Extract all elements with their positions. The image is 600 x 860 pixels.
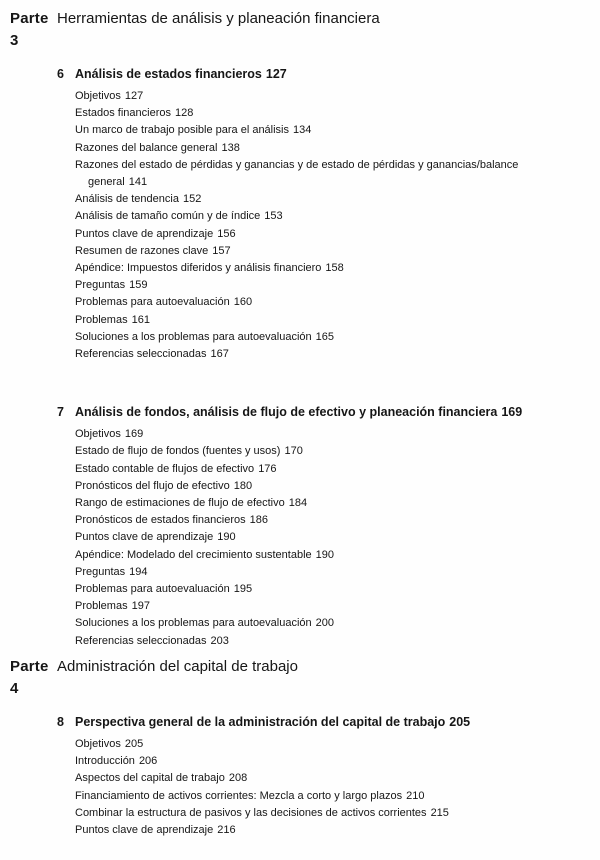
toc-item (75, 461, 580, 478)
chapter-page-number: 127 (265, 67, 287, 81)
toc-item-page: 206 (138, 755, 158, 768)
chapter-title (75, 713, 470, 731)
toc-item (75, 243, 580, 260)
toc-item-text: Estado de flujo de fondos (fuentes y usos) (75, 445, 281, 458)
toc-item-text: Preguntas (75, 565, 126, 578)
toc-item-text: Resumen de razones clave (75, 244, 209, 257)
toc-item-text: Apéndice: Impuestos diferidos y análisis financiero (75, 262, 322, 275)
toc-item-page: 197 (131, 600, 150, 613)
part-label: Parte 3 (10, 10, 49, 49)
toc-item-page: 141 (128, 176, 148, 189)
toc-item (75, 753, 580, 770)
chapter-title-text: Análisis de estados financieros (75, 67, 262, 81)
chapter-number: 8 (57, 714, 64, 729)
table-of-contents (10, 8, 592, 839)
chapter-title-text: Análisis de fondos, análisis de flujo de efectivo y planeación financiera (75, 405, 498, 420)
toc-item (75, 260, 580, 277)
toc-item-text: Problemas para autoevaluación (75, 583, 230, 596)
toc-item-page: 134 (293, 124, 312, 137)
toc-item (75, 564, 580, 581)
chapter-heading (57, 403, 592, 421)
toc-item-page: 160 (233, 296, 253, 309)
chapter-page-number: 205 (449, 714, 471, 729)
toc-item (75, 512, 580, 529)
toc-item (75, 529, 580, 546)
toc-item-page: 161 (131, 313, 150, 326)
toc-chapter (57, 713, 592, 839)
toc-item-page: 190 (217, 531, 236, 544)
part-title: Herramientas de análisis y planeación financiera (57, 10, 380, 27)
toc-item-text: Preguntas (75, 279, 126, 292)
toc-item-text: Objetivos (75, 737, 121, 750)
toc-item-page: 186 (249, 514, 268, 527)
toc-item-page: 180 (233, 479, 253, 492)
toc-item (75, 88, 580, 105)
chapter-number: 6 (57, 67, 64, 81)
toc-item-text: Pronósticos de estados financieros (75, 514, 246, 527)
toc-chapter (57, 403, 592, 650)
toc-item (75, 191, 580, 208)
toc-item-page: 165 (315, 330, 335, 343)
toc-item (75, 633, 580, 650)
toc-item-page: 158 (325, 262, 344, 275)
toc-item (75, 615, 580, 632)
toc-item-text: Referencias seleccionadas (75, 634, 207, 647)
toc-item-text: Razones del estado de pérdidas y ganancias y de estado de pérdidas y ganancias/balance general (75, 158, 519, 189)
toc-item (75, 822, 580, 839)
toc-part (10, 8, 592, 650)
toc-item (75, 226, 580, 243)
chapter-number: 7 (57, 405, 64, 420)
toc-item (75, 346, 580, 363)
toc-item (75, 208, 580, 225)
toc-item (75, 736, 580, 753)
toc-item-text: Un marco de trabajo posible para el análisis (75, 124, 290, 137)
toc-item-page: 138 (221, 141, 240, 154)
toc-item-text: Razones del balance general (75, 141, 218, 154)
toc-item (75, 329, 580, 346)
toc-item (75, 443, 580, 460)
toc-item-text: Estados financieros (75, 107, 171, 120)
toc-item-text: Introducción (75, 755, 135, 768)
part-heading (10, 656, 592, 700)
toc-item-text: Combinar la estructura de pasivos y las decisiones de activos corrientes (75, 806, 427, 819)
toc-item-text: Apéndice: Modelado del crecimiento sustentable (75, 548, 312, 561)
toc-item-page: 205 (124, 737, 144, 750)
toc-item (75, 547, 580, 564)
toc-item-text: Objetivos (75, 428, 121, 441)
toc-item-text: Análisis de tamaño común y de índice (75, 210, 261, 223)
chapter-heading (57, 713, 592, 731)
toc-item-page: 128 (175, 107, 194, 120)
toc-item-text: Problemas (75, 600, 128, 613)
part-label: Parte 4 (10, 657, 49, 697)
toc-item-page: 170 (284, 445, 303, 458)
part-title: Administración del capital de trabajo (57, 657, 298, 675)
toc-item (75, 495, 580, 512)
toc-item-text: Financiamiento de activos corrientes: Mezcla a corto y largo plazos (75, 789, 403, 802)
toc-item (75, 312, 580, 329)
toc-item-page: 152 (182, 193, 202, 206)
toc-item-text: Aspectos del capital de trabajo (75, 772, 225, 785)
toc-item (75, 157, 580, 191)
toc-item (75, 105, 580, 122)
toc-item-text: Puntos clave de aprendizaje (75, 227, 214, 240)
toc-item (75, 277, 580, 294)
toc-item-page: 208 (228, 772, 248, 785)
toc-item-page: 210 (406, 789, 425, 802)
toc-item (75, 805, 580, 822)
chapter-title (75, 403, 522, 421)
toc-item-text: Rango de estimaciones de flujo de efectivo (75, 497, 285, 510)
toc-item (75, 598, 580, 615)
toc-item-page: 169 (124, 428, 144, 441)
toc-item (75, 478, 580, 495)
toc-item-page: 203 (210, 634, 229, 647)
toc-item-page: 153 (264, 210, 283, 223)
part-heading (10, 8, 592, 52)
toc-item-page: 216 (217, 823, 236, 836)
chapter-heading (57, 65, 592, 83)
toc-item-page: 184 (288, 497, 308, 510)
toc-item-text: Análisis de tendencia (75, 193, 179, 206)
toc-chapter (57, 65, 592, 363)
toc-item-page: 156 (217, 227, 236, 240)
toc-item-page: 194 (129, 565, 148, 578)
toc-item-text: Objetivos (75, 90, 121, 102)
toc-item (75, 581, 580, 598)
toc-item (75, 122, 580, 139)
toc-item-text: Problemas para autoevaluación (75, 296, 230, 309)
toc-item-text: Estado contable de flujos de efectivo (75, 462, 255, 475)
toc-item-page: 195 (233, 583, 253, 596)
toc-part (10, 656, 592, 839)
chapter-item-list (75, 426, 592, 650)
toc-item (75, 140, 580, 157)
chapter-page-number: 169 (501, 405, 523, 420)
toc-item-page: 127 (124, 90, 144, 102)
chapter-title (75, 65, 287, 83)
toc-item-text: Puntos clave de aprendizaje (75, 823, 214, 836)
toc-item (75, 426, 580, 443)
chapter-item-list (75, 736, 592, 839)
toc-item-text: Puntos clave de aprendizaje (75, 531, 214, 544)
toc-item-page: 157 (212, 244, 231, 257)
toc-item (75, 770, 580, 787)
toc-item-page: 190 (315, 548, 335, 561)
toc-item-page: 215 (430, 806, 449, 819)
chapter-title-text: Perspectiva general de la administración del capital de trabajo (75, 714, 446, 729)
toc-item-page: 176 (258, 462, 277, 475)
toc-item-text: Soluciones a los problemas para autoevaluación (75, 330, 312, 343)
toc-item-page: 167 (210, 348, 229, 361)
toc-item-text: Referencias seleccionadas (75, 348, 207, 361)
toc-item-page: 159 (129, 279, 148, 292)
toc-item-text: Soluciones a los problemas para autoevaluación (75, 617, 312, 630)
toc-item-text: Problemas (75, 313, 128, 326)
toc-item-page: 200 (315, 617, 335, 630)
chapter-item-list (75, 88, 592, 363)
toc-item (75, 788, 580, 805)
toc-item-text: Pronósticos del flujo de efectivo (75, 479, 230, 492)
toc-item (75, 294, 580, 311)
